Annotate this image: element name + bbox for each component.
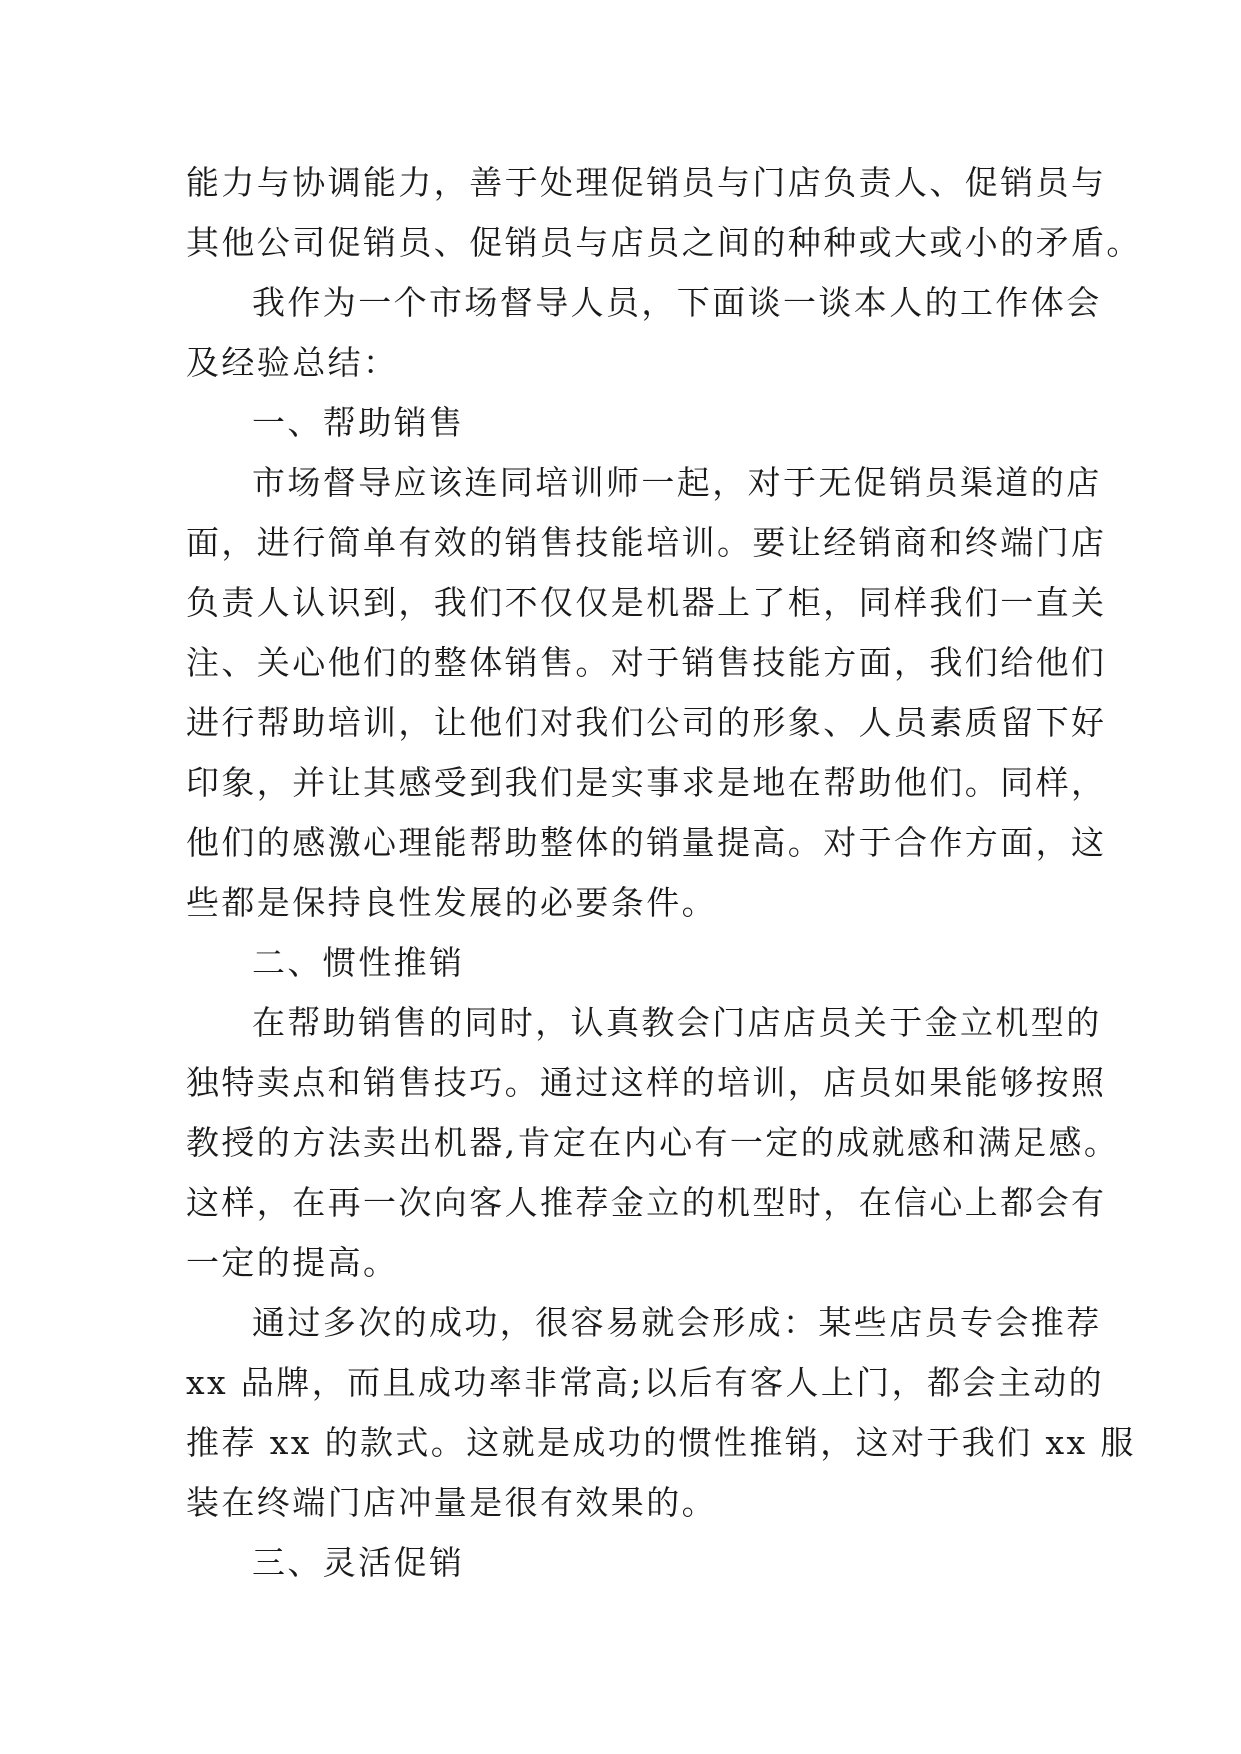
paragraph-line: 装在终端门店冲量是很有效果的。 (186, 1483, 717, 1522)
paragraph-line: 负责人认识到，我们不仅仅是机器上了柜，同样我们一直关 (186, 583, 1107, 622)
section-heading: 一、帮助销售 (252, 403, 465, 442)
paragraph-line: 通过多次的成功，很容易就会形成：某些店员专会推荐 (252, 1303, 1102, 1342)
section-heading: 三、灵活促销 (252, 1543, 465, 1582)
paragraph-line: 进行帮助培训，让他们对我们公司的形象、人员素质留下好 (186, 703, 1107, 742)
paragraph-line: 一定的提高。 (186, 1243, 399, 1282)
paragraph-line: 这样，在再一次向客人推荐金立的机型时，在信心上都会有 (186, 1183, 1107, 1222)
section-heading: 二、惯性推销 (252, 943, 465, 982)
paragraph-line: 在帮助销售的同时，认真教会门店店员关于金立机型的 (252, 1003, 1102, 1042)
paragraph-line: xx 品牌，而且成功率非常高;以后有客人上门，都会主动的 (186, 1363, 1105, 1402)
paragraph-line: 印象，并让其感受到我们是实事求是地在帮助他们。同样， (186, 763, 1107, 802)
paragraph-line: 其他公司促销员、促销员与店员之间的种种或大或小的矛盾。 (186, 223, 1142, 262)
paragraph-line: 我作为一个市场督导人员，下面谈一谈本人的工作体会 (252, 283, 1102, 322)
paragraph-line: 市场督导应该连同培训师一起，对于无促销员渠道的店 (252, 463, 1102, 502)
paragraph-line: 及经验总结： (186, 343, 399, 382)
paragraph-line: 独特卖点和销售技巧。通过这样的培训，店员如果能够按照 (186, 1063, 1107, 1102)
paragraph-line: 推荐 xx 的款式。这就是成功的惯性推销，这对于我们 xx 服 (186, 1423, 1136, 1462)
paragraph-line: 教授的方法卖出机器,肯定在内心有一定的成就感和满足感。 (186, 1123, 1120, 1162)
paragraph-line: 面，进行简单有效的销售技能培训。要让经销商和终端门店 (186, 523, 1107, 562)
paragraph-line: 注、关心他们的整体销售。对于销售技能方面，我们给他们 (186, 643, 1107, 682)
paragraph-line: 能力与协调能力，善于处理促销员与门店负责人、促销员与 (186, 163, 1107, 202)
paragraph-line: 些都是保持良性发展的必要条件。 (186, 883, 717, 922)
paragraph-line: 他们的感激心理能帮助整体的销量提高。对于合作方面，这 (186, 823, 1107, 862)
document-body (186, 153, 1142, 1593)
